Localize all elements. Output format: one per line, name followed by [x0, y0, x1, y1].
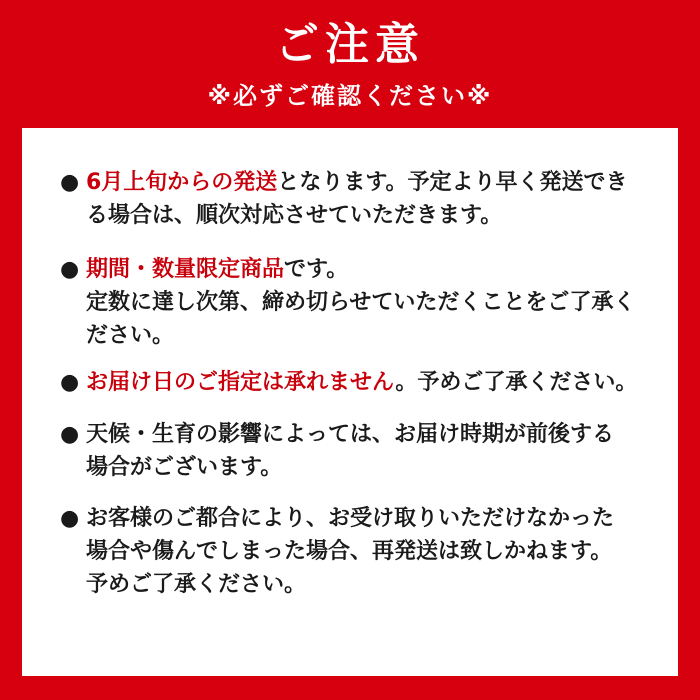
notice-item-shipping — [60, 166, 680, 232]
notice-panel — [22, 128, 678, 676]
bullet-icon: ● — [60, 170, 80, 195]
bullet-icon: ● — [60, 422, 80, 447]
notice-item-redelivery — [60, 502, 680, 601]
notice-text: 場合や傷んでしまった場合、再発送は致しかねます。 — [86, 539, 613, 564]
notice-item-limited — [60, 253, 680, 352]
notice-highlight: お届け日のご指定は承れません — [86, 370, 396, 395]
notice-text: 定数に達し次第、締め切らせていただくことをご了承く — [86, 290, 636, 315]
bullet-icon: ● — [60, 506, 80, 531]
header — [0, 0, 700, 126]
notice-text: お客様のご都合により、お受け取りいただけなかった — [86, 506, 615, 531]
notice-item-weather — [60, 418, 680, 484]
bullet-icon: ● — [60, 257, 80, 282]
notice-text: 天候・生育の影響によっては、お届け時期が前後する — [86, 422, 615, 447]
notice-text: る場合は、順次対応させていただきます。 — [86, 203, 503, 228]
notice-text: 予めご了承ください。 — [86, 572, 307, 597]
bullet-icon: ● — [60, 370, 80, 395]
page-title: ご注意 — [275, 19, 425, 70]
notice-text: となります。予定より早く発送でき — [277, 170, 628, 195]
page-subtitle: ※必ずご確認ください※ — [207, 82, 493, 110]
notice-text: 。予めご了承ください。 — [395, 370, 638, 395]
notice-highlight: 期間・数量限定商品 — [86, 257, 285, 282]
notice-text: ださい。 — [86, 323, 175, 348]
notice-text: 場合がございます。 — [86, 455, 283, 480]
notice-item-delivery-date — [60, 366, 680, 399]
notice-highlight: 6月上旬からの発送 — [86, 170, 278, 195]
notice-text: です。 — [284, 257, 349, 282]
